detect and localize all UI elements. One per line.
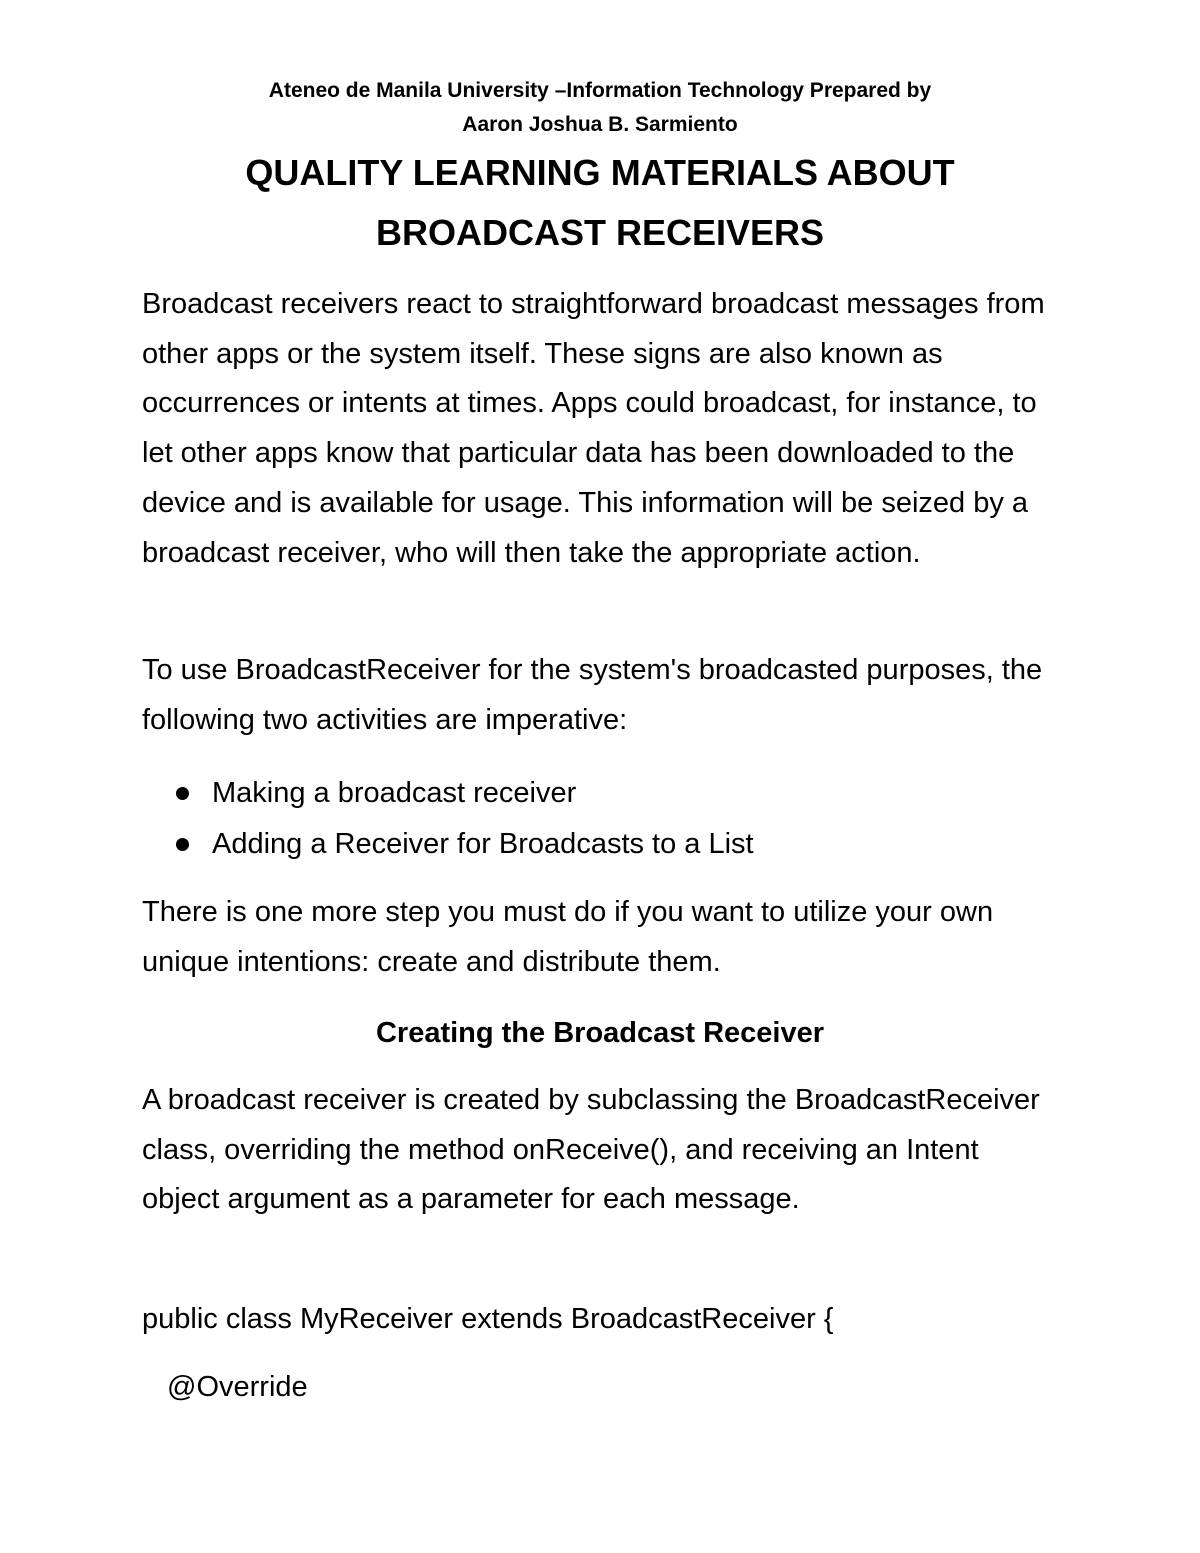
bullet-icon	[176, 787, 189, 800]
activities-list	[142, 768, 1062, 870]
paragraph-creating: A broadcast receiver is created by subclassing the BroadcastReceiver class, overriding the method onReceive(), and receiving an Intent object argument as a parameter for each message.	[142, 1084, 1040, 1216]
paragraph-usage: To use BroadcastReceiver for the system's broadcasted purposes, the following two activities are imperative:	[142, 654, 1043, 736]
paragraph-intro: Broadcast receivers react to straightforward broadcast messages from other apps or the system itself. These signs are also known as occurrences or intents at times. Apps could broadcast, for instance, to let other apps know that particular data has been downloaded to the device and is available for usage. This information will be seized by a broadcast receiver, who will then take the appropriate action.	[142, 288, 1045, 569]
code-line-override-annotation: @Override	[167, 1371, 308, 1403]
list-item	[142, 768, 1062, 819]
section-heading: Creating the Broadcast Receiver	[375, 1017, 825, 1049]
title-line-2: BROADCAST RECEIVERS	[375, 212, 825, 253]
header-line-author: Aaron Joshua B. Sarmiento	[462, 113, 738, 136]
bullet-icon	[176, 838, 189, 851]
title-line-1: QUALITY LEARNING MATERIALS ABOUT	[245, 152, 955, 193]
header-line-affiliation: Ateneo de Manila University –Information Technology Prepared by	[268, 79, 932, 102]
code-line-class-declaration: public class MyReceiver extends BroadcastReceiver {	[142, 1303, 834, 1335]
document-header	[120, 74, 1080, 142]
list-item-text: Adding a Receiver for Broadcasts to a List	[212, 828, 754, 860]
list-item	[142, 819, 1062, 870]
document-title	[100, 143, 1100, 263]
paragraph-extra-step: There is one more step you must do if you want to utilize your own unique intentions: create and distribute them.	[142, 896, 994, 978]
list-item-text: Making a broadcast receiver	[212, 777, 577, 809]
